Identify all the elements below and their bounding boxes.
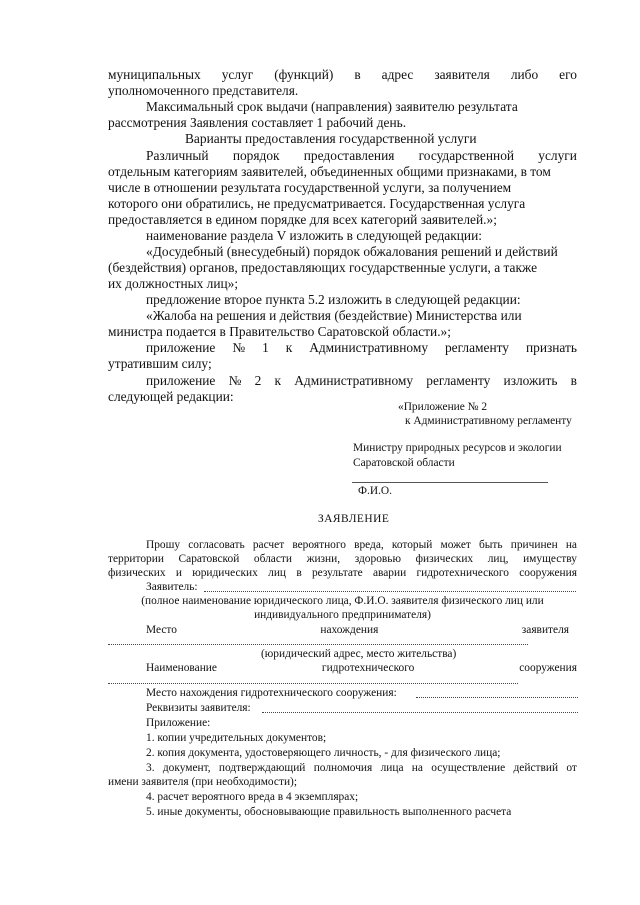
word: к xyxy=(274,373,282,388)
text-line: следующей редакции: xyxy=(108,389,234,404)
structure-name-row xyxy=(146,661,577,675)
word: в xyxy=(296,567,302,579)
word: физических xyxy=(415,553,474,565)
word: причинен xyxy=(510,539,558,551)
word: сооружения xyxy=(519,567,577,579)
word: согласовать xyxy=(188,539,245,551)
word: лица xyxy=(380,762,404,774)
word: 1 xyxy=(262,340,269,355)
word: № xyxy=(228,373,242,388)
word: гидротехнического xyxy=(321,662,415,674)
word: приложение xyxy=(146,373,216,388)
text-line: которого они обратились, не предусматривается. Государственная услуга xyxy=(108,196,526,211)
text-line: числе в отношении результата государственной услуги, за получением xyxy=(108,180,512,195)
word: юридических xyxy=(192,567,258,579)
form-text-line xyxy=(146,538,577,552)
text-line: министра подается в Правительство Саратовской области.»; xyxy=(108,324,451,339)
word: признать xyxy=(525,340,577,355)
fio-label: Ф.И.О. xyxy=(358,485,392,497)
text-line: утратившим силу; xyxy=(108,356,212,371)
applicant-field[interactable] xyxy=(204,591,576,592)
requisites-label: Реквизиты заявителя: xyxy=(146,702,251,714)
word: заявителя xyxy=(521,624,569,636)
text-line: рассмотрения Заявления составляет 1 рабочий день. xyxy=(108,115,407,130)
text-line: предложение второе пункта 5.2 изложить в следующей редакции: xyxy=(146,292,521,307)
word: Административному xyxy=(309,340,429,355)
applicant-location-row xyxy=(146,623,577,637)
word: вероятного xyxy=(292,539,346,551)
attachment-item: имени заявителя (при необходимости); xyxy=(108,776,298,788)
attachments-label: Приложение: xyxy=(146,717,211,729)
word: Административному xyxy=(294,373,414,388)
word: аварии xyxy=(372,567,407,579)
attachment-item: 2. копия документа, удостоверяющего личность, - для физического лица; xyxy=(146,747,501,759)
word: Место xyxy=(146,624,177,636)
word: № xyxy=(232,340,246,355)
attachment-item: 5. иные документы, обосновывающие правильность выполненного расчета xyxy=(146,806,512,818)
form-title: ЗАЯВЛЕНИЕ xyxy=(318,513,390,525)
word: услуги xyxy=(538,148,577,163)
attachment-item: 4. расчет вероятного вреда в 4 экземплярах; xyxy=(146,791,359,803)
word: сооружения xyxy=(519,662,577,674)
form-text-line xyxy=(108,566,577,580)
word: адрес xyxy=(381,67,414,82)
word: может xyxy=(440,539,471,551)
text-line: наименование раздела V изложить в следующей редакции: xyxy=(146,228,482,243)
word: Саратовской xyxy=(178,553,240,565)
attachment-item: 1. копии учредительных документов; xyxy=(146,732,327,744)
word: регламенту xyxy=(426,373,491,388)
addressee-line: Министру природных ресурсов и экологии xyxy=(353,442,562,454)
text-line xyxy=(146,340,577,356)
word: услуг xyxy=(221,67,254,82)
word: и xyxy=(175,567,182,579)
word: его xyxy=(559,67,577,82)
word: жизни, xyxy=(306,553,341,565)
word: изложить xyxy=(503,373,558,388)
word: Различный xyxy=(146,148,209,163)
word: (функций) xyxy=(274,67,334,82)
word: 2 xyxy=(254,373,262,388)
text-line xyxy=(108,67,577,83)
word: заявителя xyxy=(434,67,490,82)
word: полномочия xyxy=(313,762,373,774)
text-line: Максимальный срок выдачи (направления) заявителю результата xyxy=(146,99,518,114)
word: подтверждающий xyxy=(218,762,306,774)
word: Прошу xyxy=(146,539,181,551)
word: от xyxy=(566,762,577,774)
word: расчет xyxy=(252,539,285,551)
section-heading: Варианты предоставления государственной услуги xyxy=(185,131,477,146)
word: на xyxy=(411,762,423,774)
word: порядок xyxy=(232,148,280,163)
word: результате xyxy=(311,567,363,579)
word: нахождения xyxy=(320,624,379,636)
word: быть xyxy=(478,539,503,551)
word: действий xyxy=(513,762,559,774)
signature-line xyxy=(352,482,548,483)
word: осуществление xyxy=(431,762,506,774)
text-line xyxy=(146,373,577,389)
structure-name-field[interactable] xyxy=(108,683,518,684)
appendix-number: «Приложение № 2 xyxy=(398,401,488,413)
word: Наименование xyxy=(146,662,217,674)
word: на xyxy=(565,539,577,551)
word: предоставления xyxy=(303,148,395,163)
word: либо xyxy=(510,67,539,82)
word: 3. xyxy=(146,762,155,774)
word: лиц, xyxy=(487,553,509,565)
word: в xyxy=(354,67,361,82)
text-line: предоставляется в едином порядке для всех категорий заявителей.»; xyxy=(108,212,497,227)
word: лиц xyxy=(268,567,287,579)
text-line xyxy=(146,148,577,164)
word: физических xyxy=(108,567,166,579)
word: муниципальных xyxy=(108,67,201,82)
word: вреда, xyxy=(354,539,384,551)
word: территории xyxy=(108,553,164,565)
text-line: (бездействия) органов, предоставляющих государственные услуги, а также xyxy=(108,260,538,275)
text-line: «Досудебный (внесудебный) порядок обжалования решений и действий xyxy=(146,244,558,259)
structure-location-label: Место нахождения гидротехнического сооружения: xyxy=(146,687,397,699)
location-hint: (юридический адрес, место жительства) xyxy=(261,648,457,660)
word: здоровью xyxy=(354,553,401,565)
word: к xyxy=(285,340,293,355)
addressee-line: Саратовской области xyxy=(353,457,455,469)
word: в xyxy=(570,373,577,388)
word: государственной xyxy=(418,148,515,163)
applicant-label: Заявитель: xyxy=(146,581,198,593)
word: имуществу xyxy=(523,553,577,565)
text-line: их должностных лиц»; xyxy=(108,276,239,291)
applicant-hint: индивидуального предпринимателя) xyxy=(254,609,431,621)
word: который xyxy=(391,539,433,551)
text-line: «Жалоба на решения и действия (бездействие) Министерства или xyxy=(146,308,522,323)
word: области xyxy=(253,553,292,565)
text-line: уполномоченного представителя. xyxy=(108,83,299,98)
text-line: отдельным категориям заявителей, объединенных общими признаками, в том xyxy=(108,164,551,179)
word: документ, xyxy=(162,762,211,774)
structure-location-field[interactable] xyxy=(416,697,578,698)
word: гидротехнического xyxy=(416,567,509,579)
attachment-item xyxy=(146,761,577,775)
applicant-location-field[interactable] xyxy=(108,644,528,645)
applicant-hint: (полное наименование юридического лица, Ф.И.О. заявителя физического лиц или xyxy=(141,595,544,607)
word: приложение xyxy=(146,340,216,355)
word: регламенту xyxy=(444,340,509,355)
appendix-reference: к Административному регламенту xyxy=(405,415,572,427)
form-text-line xyxy=(108,552,577,566)
requisites-field[interactable] xyxy=(262,712,578,713)
